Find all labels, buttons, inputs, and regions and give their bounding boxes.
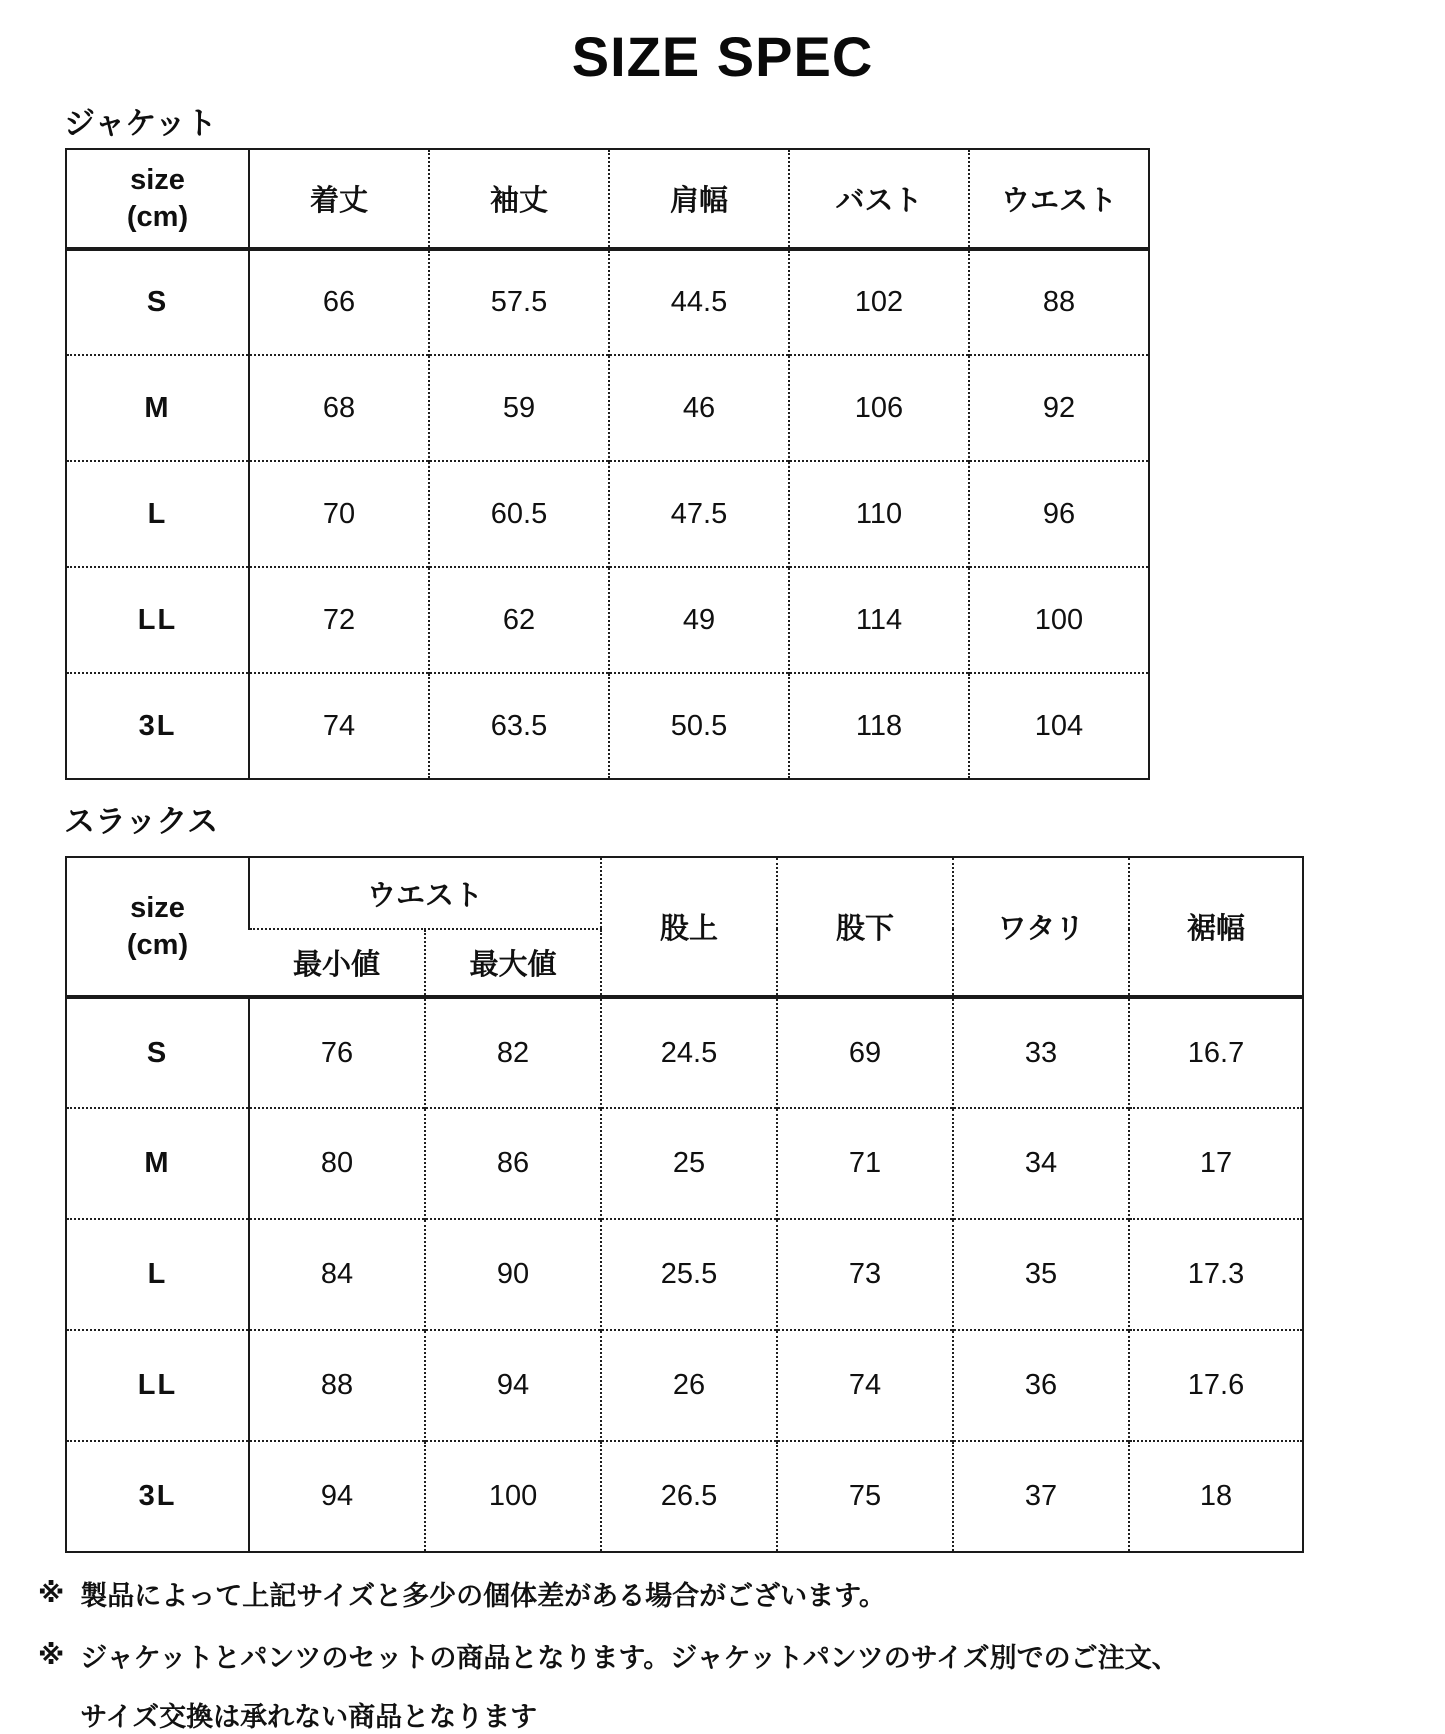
jacket-cell: 104 [969, 673, 1149, 779]
slacks-cell: 33 [953, 997, 1129, 1108]
slacks-row-header: LL [66, 1330, 249, 1441]
note-line: 製品によって上記サイズと多少の個体差がある場合がございます。 [80, 1581, 886, 1611]
slacks-cell: 17.3 [1129, 1219, 1303, 1330]
jacket-row-header: S [146, 286, 169, 318]
note-marker: ※ [38, 1578, 65, 1608]
jacket-cell: 62 [429, 567, 609, 673]
slacks-cell: 100 [425, 1441, 601, 1552]
jacket-cell: 49 [609, 567, 789, 673]
slacks-cell: 75 [777, 1441, 953, 1552]
slacks-cell: 26.5 [601, 1441, 777, 1552]
slacks-cell: 90 [425, 1219, 601, 1330]
slacks-cell: 18 [1129, 1441, 1303, 1552]
slacks-cell: 76 [249, 997, 425, 1108]
slacks-cell: 37 [953, 1441, 1129, 1552]
jacket-cell: 96 [969, 461, 1149, 567]
jacket-cell: 50.5 [609, 673, 789, 779]
slacks-size-table [65, 856, 1304, 1553]
table-row [66, 1108, 1303, 1219]
slacks-row-header: L [66, 1219, 249, 1330]
slacks-cell: 94 [249, 1441, 425, 1552]
jacket-cell: 106 [789, 355, 969, 461]
jacket-cell: 59 [429, 355, 609, 461]
slacks-size-unit-header [66, 857, 249, 997]
slacks-col-header: 裾幅 [1129, 857, 1303, 997]
slacks-cell: 86 [425, 1108, 601, 1219]
note-text [80, 1578, 886, 1614]
jacket-cell: 100 [969, 567, 1149, 673]
jacket-cell: 70 [249, 461, 429, 567]
jacket-cell: 88 [969, 249, 1149, 355]
note-set-product [38, 1640, 1418, 1734]
slacks-cell: 35 [953, 1219, 1129, 1330]
jacket-cell: 66 [249, 249, 429, 355]
table-row [66, 1219, 1303, 1330]
jacket-cell: 110 [789, 461, 969, 567]
slacks-col-header: 股上 [601, 857, 777, 997]
jacket-row-header: M [66, 355, 249, 461]
jacket-cell: 72 [249, 567, 429, 673]
note-individual-variation [38, 1578, 1418, 1614]
slacks-cell: 25.5 [601, 1219, 777, 1330]
table-row [66, 1330, 1303, 1441]
slacks-cell: 94 [425, 1330, 601, 1441]
jacket-col-header: ウエスト [969, 149, 1149, 249]
jacket-cell: 44.5 [609, 249, 789, 355]
slacks-row-header: 3L [66, 1441, 249, 1552]
jacket-cell: 118 [789, 673, 969, 779]
slacks-cell: 36 [953, 1330, 1129, 1441]
slacks-waist-group-header: ウエスト [249, 857, 601, 929]
jacket-cell: 68 [249, 355, 429, 461]
slacks-cell: 88 [249, 1330, 425, 1441]
table-row [66, 355, 1149, 461]
slacks-cell: 24.5 [601, 997, 777, 1108]
note-marker: ※ [38, 1640, 65, 1671]
jacket-cell: 102 [789, 249, 969, 355]
footnotes [38, 1578, 1418, 1734]
size-label: size [130, 164, 185, 197]
table-row [66, 249, 1149, 355]
jacket-cell: 63.5 [429, 673, 609, 779]
slacks-section-label: スラックス [64, 804, 219, 839]
jacket-col-header: バスト [789, 149, 969, 249]
slacks-cell: 84 [249, 1219, 425, 1330]
jacket-size-table [65, 148, 1150, 780]
jacket-cell: 47.5 [609, 461, 789, 567]
table-row [66, 997, 1303, 1108]
jacket-row-header: LL [66, 567, 249, 673]
slacks-row-header: S [146, 1036, 169, 1069]
note-line: ジャケットとパンツのセットの商品となります。ジャケットパンツのサイズ別でのご注文、 [80, 1643, 1179, 1674]
page-title: SIZE SPEC [571, 25, 874, 88]
jacket-cell: 92 [969, 355, 1149, 461]
jacket-cell: 60.5 [429, 461, 609, 567]
slacks-cell: 34 [953, 1108, 1129, 1219]
slacks-cell: 71 [777, 1108, 953, 1219]
slacks-cell: 26 [601, 1330, 777, 1441]
slacks-cell: 16.7 [1129, 997, 1303, 1108]
note-text [80, 1640, 1178, 1734]
table-row [66, 1441, 1303, 1552]
slacks-cell: 17 [1129, 1108, 1303, 1219]
slacks-waist-max-header: 最大値 [425, 929, 601, 997]
slacks-cell: 25 [601, 1108, 777, 1219]
jacket-row-header: L [66, 461, 249, 567]
size-unit-label: (cm) [126, 928, 189, 961]
table-row [66, 567, 1149, 673]
slacks-cell: 69 [777, 997, 953, 1108]
slacks-col-header: ワタリ [953, 857, 1129, 997]
slacks-cell: 74 [777, 1330, 953, 1441]
jacket-row-header: 3L [66, 673, 249, 779]
slacks-cell: 73 [777, 1219, 953, 1330]
size-unit-label: (cm) [126, 200, 189, 233]
slacks-waist-min-header: 最小値 [249, 929, 425, 997]
jacket-cell: 46 [609, 355, 789, 461]
size-label: size [130, 892, 185, 925]
slacks-row-header: M [66, 1108, 249, 1219]
slacks-cell: 80 [249, 1108, 425, 1219]
slacks-cell: 17.6 [1129, 1330, 1303, 1441]
jacket-cell: 114 [789, 567, 969, 673]
table-row [66, 461, 1149, 567]
jacket-col-header: 肩幅 [609, 149, 789, 249]
jacket-col-header: 着丈 [249, 149, 429, 249]
jacket-cell: 74 [249, 673, 429, 779]
slacks-col-header: 股下 [777, 857, 953, 997]
jacket-section-label: ジャケット [64, 106, 217, 141]
jacket-col-header: 袖丈 [429, 149, 609, 249]
jacket-cell: 57.5 [429, 249, 609, 355]
table-row [66, 673, 1149, 779]
jacket-size-unit-header [66, 149, 249, 249]
note-line: サイズ交換は承れない商品となります [80, 1701, 538, 1732]
slacks-cell: 82 [425, 997, 601, 1108]
